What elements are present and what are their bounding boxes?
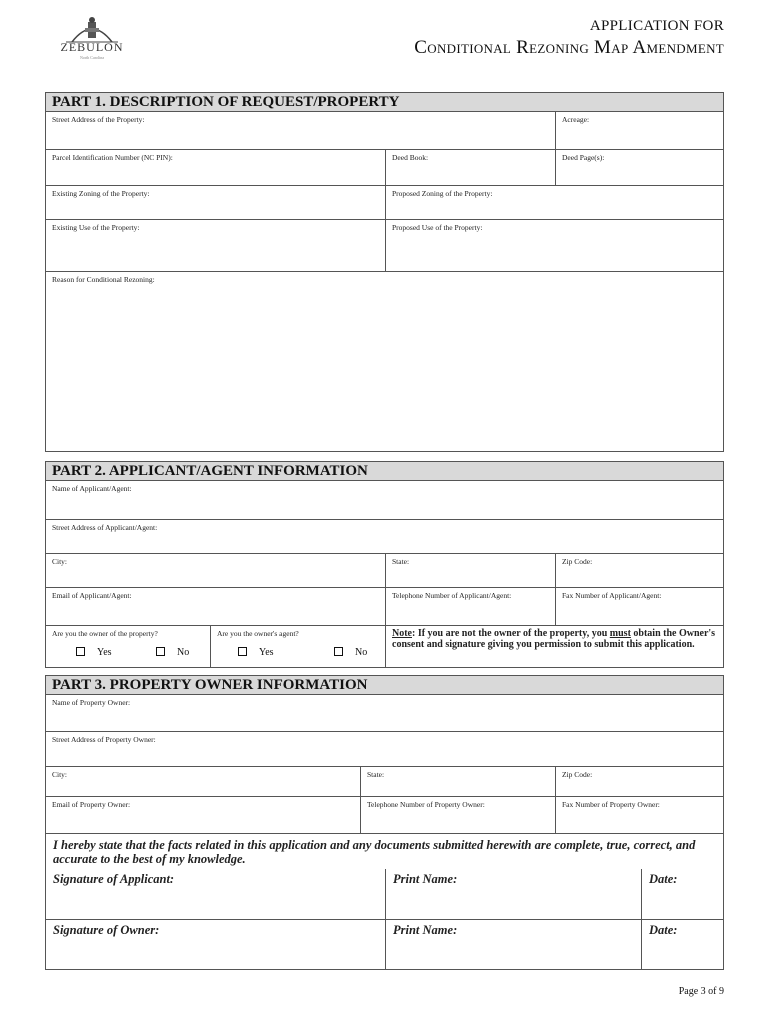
- agent-question: [210, 625, 385, 667]
- applicant-email-field[interactable]: Email of Applicant/Agent:: [46, 587, 385, 625]
- form-title-line1: APPLICATION FOR: [589, 18, 724, 34]
- owner-state-field[interactable]: State:: [360, 766, 555, 796]
- owner-fax-field[interactable]: Fax Number of Property Owner:: [555, 796, 723, 833]
- note-text-b: obtain the Owner's consent and signature giving you permission to submit this application.: [392, 628, 716, 650]
- certification-statement: I hereby state that the facts related in this application and any documents submitted herewith are complete, true, correct, and accurate to the best of my knowledge.: [46, 833, 723, 869]
- owner-signature-field[interactable]: Signature of Owner:: [46, 919, 385, 969]
- owner-yes-option[interactable]: [76, 647, 112, 658]
- owner-street-field[interactable]: Street Address of Property Owner:: [46, 731, 723, 766]
- deed-pages-field[interactable]: Deed Page(s):: [555, 149, 723, 185]
- note-text-a: : If you are not the owner of the property, you: [412, 628, 610, 639]
- part3-heading: PART 3. PROPERTY OWNER INFORMATION: [46, 676, 723, 695]
- applicant-city-field[interactable]: City:: [46, 553, 385, 587]
- part2-section: [45, 461, 724, 668]
- owner-question: [46, 625, 210, 667]
- owner-no-checkbox[interactable]: [156, 647, 165, 656]
- applicant-street-field[interactable]: Street Address of Applicant/Agent:: [46, 519, 723, 553]
- deed-book-field[interactable]: Deed Book:: [385, 149, 555, 185]
- applicant-print-name-field[interactable]: Print Name:: [385, 869, 641, 919]
- agent-no-label: No: [355, 647, 368, 658]
- owner-print-name-field[interactable]: Print Name:: [385, 919, 641, 969]
- owner-no-label: No: [177, 647, 190, 658]
- applicant-date-field[interactable]: Date:: [641, 869, 723, 919]
- agent-no-option[interactable]: [334, 647, 367, 658]
- agent-question-label: Are you the owner's agent?: [217, 629, 299, 638]
- part1-section: [45, 92, 724, 452]
- page-number: Page 3 of 9: [678, 986, 724, 997]
- agent-yes-checkbox[interactable]: [238, 647, 247, 656]
- logo-subtitle: North Carolina: [79, 55, 105, 60]
- part3-section: [45, 675, 724, 970]
- street-address-field[interactable]: Street Address of the Property:: [52, 115, 145, 124]
- owner-yes-checkbox[interactable]: [76, 647, 85, 656]
- agent-yes-option[interactable]: [238, 647, 274, 658]
- parcel-id-field[interactable]: Parcel Identification Number (NC PIN):: [46, 149, 385, 185]
- owner-zip-field[interactable]: Zip Code:: [555, 766, 723, 796]
- applicant-state-field[interactable]: State:: [385, 553, 555, 587]
- reason-field[interactable]: Reason for Conditional Rezoning:: [46, 271, 723, 451]
- existing-zoning-field[interactable]: Existing Zoning of the Property:: [46, 185, 385, 219]
- proposed-zoning-field[interactable]: Proposed Zoning of the Property:: [385, 185, 723, 219]
- owner-question-label: Are you the owner of the property?: [52, 629, 158, 638]
- owner-name-field[interactable]: Name of Property Owner:: [52, 698, 131, 707]
- acreage-field[interactable]: Acreage:: [555, 112, 723, 149]
- proposed-use-field[interactable]: Proposed Use of the Property:: [385, 219, 723, 271]
- agent-yes-label: Yes: [259, 647, 274, 658]
- existing-use-field[interactable]: Existing Use of the Property:: [46, 219, 385, 271]
- part1-heading: PART 1. DESCRIPTION OF REQUEST/PROPERTY: [46, 93, 723, 112]
- owner-city-field[interactable]: City:: [46, 766, 360, 796]
- part2-heading: PART 2. APPLICANT/AGENT INFORMATION: [46, 462, 723, 481]
- owner-consent-note: [385, 625, 723, 667]
- applicant-zip-field[interactable]: Zip Code:: [555, 553, 723, 587]
- owner-email-field[interactable]: Email of Property Owner:: [46, 796, 360, 833]
- form-title-line2: Conditional Rezoning Map Amendment: [414, 37, 724, 58]
- agent-no-checkbox[interactable]: [334, 647, 343, 656]
- owner-telephone-field[interactable]: Telephone Number of Property Owner:: [360, 796, 555, 833]
- owner-yes-label: Yes: [97, 647, 112, 658]
- note-label: Note: [392, 628, 412, 639]
- logo-name: ZEBULON: [60, 40, 124, 54]
- applicant-fax-field[interactable]: Fax Number of Applicant/Agent:: [555, 587, 723, 625]
- note-must: must: [609, 628, 631, 639]
- applicant-signature-field[interactable]: Signature of Applicant:: [53, 872, 175, 886]
- owner-date-field[interactable]: Date:: [641, 919, 723, 969]
- applicant-telephone-field[interactable]: Telephone Number of Applicant/Agent:: [385, 587, 555, 625]
- applicant-name-field[interactable]: Name of Applicant/Agent:: [52, 484, 132, 493]
- owner-no-option[interactable]: [156, 647, 189, 658]
